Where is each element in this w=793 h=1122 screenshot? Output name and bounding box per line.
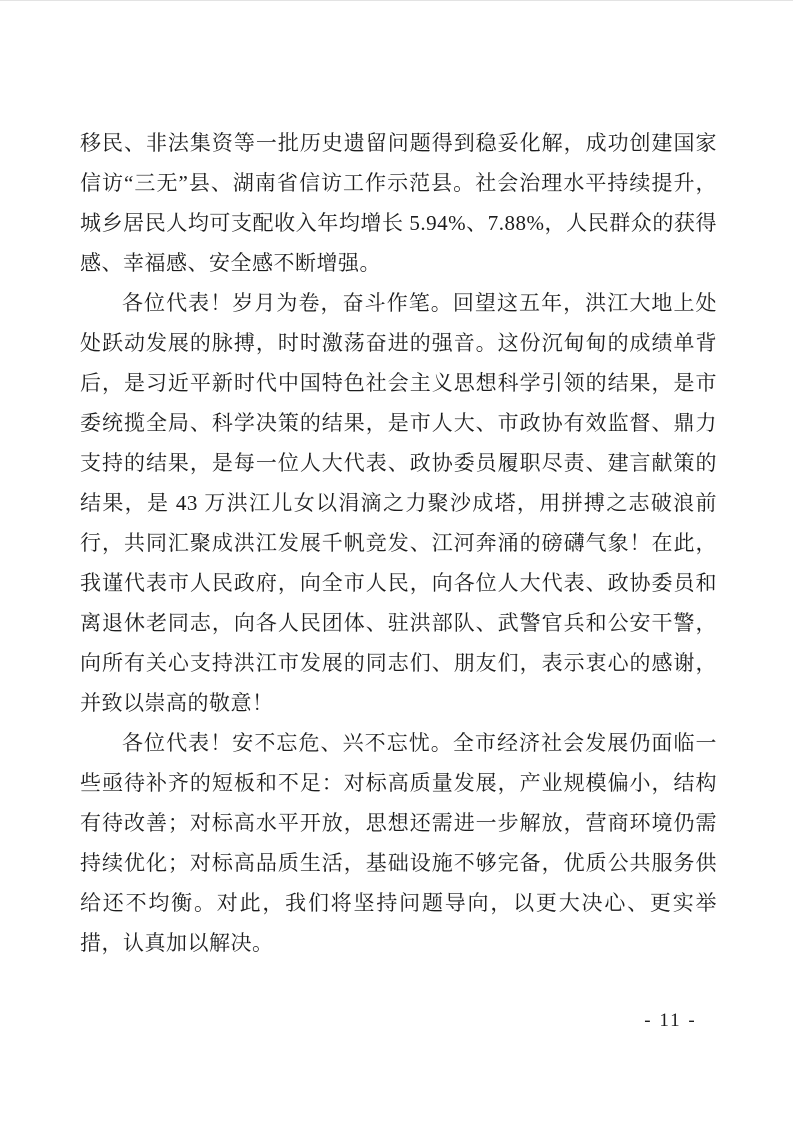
paragraph-3: 各位代表！安不忘危、兴不忘忧。全市经济社会发展仍面临一些亟待补齐的短板和不足：对标高质量发展，产业规模偏小，结构有待改善；对标高水平开放，思想还需进一步解放，营商环境仍需持续优化；对标高品质生活，基础设施不够完备，优质公共服务供给还不均衡。对此，我们将坚持问题导向，以更大决心、更实举措，认真加以解决。: [80, 731, 717, 955]
page-number: - 11 -: [644, 1010, 697, 1031]
document-body: [80, 123, 717, 963]
paragraph-1: 移民、非法集资等一批历史遗留问题得到稳妥化解，成功创建国家信访“三无”县、湖南省信访工作示范县。社会治理水平持续提升，城乡居民人均可支配收入年均增长 5.94%、7.88%，人民群众的获得感、幸福感、安全感不断增强。: [80, 131, 717, 275]
paragraph-2: 各位代表！岁月为卷，奋斗作笔。回望这五年，洪江大地上处处跃动发展的脉搏，时时激荡奋进的强音。这份沉甸甸的成绩单背后，是习近平新时代中国特色社会主义思想科学引领的结果，是市委统揽全局、科学决策的结果，是市人大、市政协有效监督、鼎力支持的结果，是每一位人大代表、政协委员履职尽责、建言献策的结果，是 43 万洪江儿女以涓滴之力聚沙成塔，用拼搏之志破浪前行，共同汇聚成洪江发展千帆竞发、江河奔涌的磅礴气象！在此，我谨代表市人民政府，向全市人民，向各位人大代表、政协委员和离退休老同志，向各人民团体、驻洪部队、武警官兵和公安干警，向所有关心支持洪江市发展的同志们、朋友们，表示衷心的感谢，并致以崇高的敬意！: [80, 291, 717, 715]
